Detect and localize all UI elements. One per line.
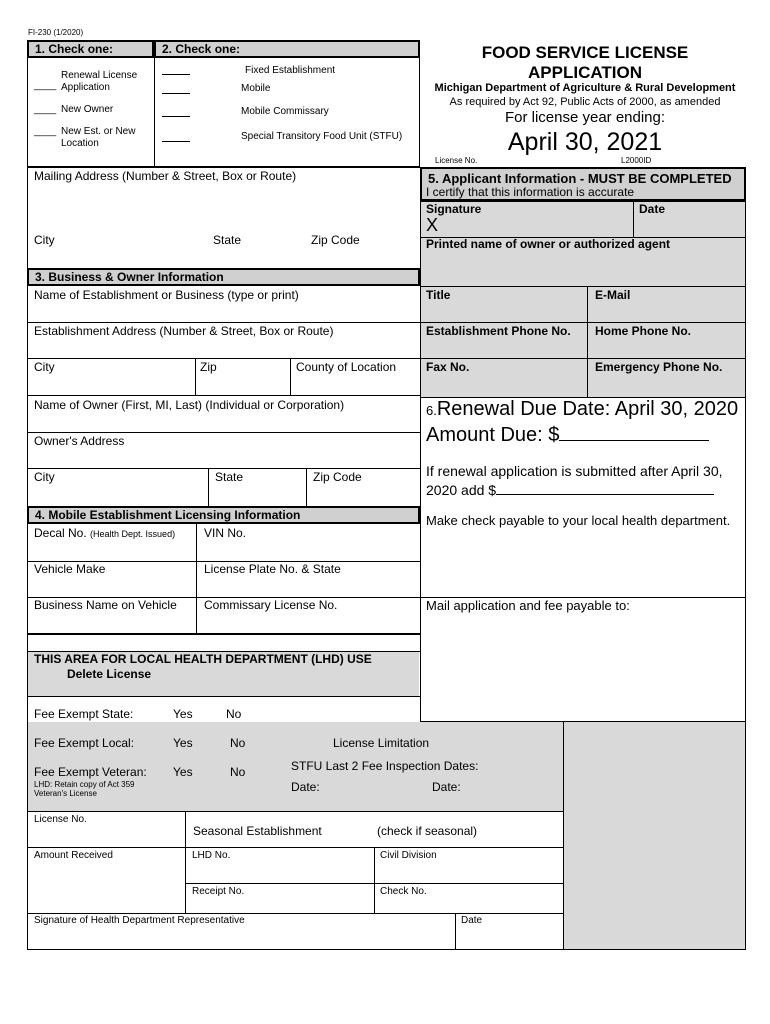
section-3-header: 3. Business & Owner Information	[27, 268, 420, 286]
section-2-header: 2. Check one:	[154, 40, 420, 58]
mailing-zip-label: Zip Code	[311, 233, 360, 247]
form-number: FI-230 (1/2020)	[28, 28, 84, 37]
certify-text: I certify that this information is accurate	[426, 185, 635, 199]
license-year-label: For license year ending:	[504, 109, 666, 126]
lhd-no-label: LHD No.	[192, 850, 231, 861]
delete-license-label[interactable]: Delete License	[67, 667, 152, 681]
owner-name-label: Name of Owner (First, MI, Last) (Individual or Corporation)	[34, 398, 345, 412]
option-new-location[interactable]: New Est. or New Location	[61, 126, 136, 149]
stfu-date-1: Date:	[291, 780, 320, 794]
establishment-address-label: Establishment Address (Number & Street, Box or Route)	[34, 324, 334, 338]
fax-label: Fax No.	[426, 360, 470, 374]
late-fee-text-line2[interactable]: 2020 add $	[426, 480, 714, 498]
veteran-note-line1: LHD: Retain copy of Act 359	[34, 780, 135, 789]
license-limitation-label: License Limitation	[333, 736, 430, 750]
mailing-city-label: City	[34, 233, 55, 247]
civil-division-label: Civil Division	[380, 850, 437, 861]
signature-label: Signature	[426, 202, 482, 216]
county-label: County of Location	[296, 360, 397, 374]
check-payable-text: Make check payable to your local health department.	[426, 513, 731, 528]
lhd-license-no-label: License No.	[34, 814, 87, 825]
business-name-vehicle-label: Business Name on Vehicle	[34, 598, 177, 612]
establishment-zip-label: Zip	[200, 360, 217, 374]
option-new-owner[interactable]: New Owner	[61, 104, 114, 115]
decal-no-label: Decal No. (Health Dept. Issued)	[34, 526, 176, 540]
section-4-header: 4. Mobile Establishment Licensing Information	[27, 506, 420, 524]
owner-zip-label: Zip Code	[313, 470, 362, 484]
license-plate-label: License Plate No. & State	[204, 562, 341, 576]
mail-application-text: Mail application and fee payable to:	[426, 598, 630, 613]
section-1-header: 1. Check one:	[27, 40, 154, 58]
fee-veteran-no[interactable]: No	[230, 765, 246, 779]
seasonal-establishment-label: Seasonal Establishment	[193, 824, 322, 838]
fee-exempt-local-label: Fee Exempt Local:	[34, 736, 135, 750]
fee-veteran-yes[interactable]: Yes	[173, 765, 193, 779]
option-fixed-establishment[interactable]: Fixed Establishment	[245, 65, 336, 76]
signature-x-mark[interactable]: X	[426, 215, 439, 235]
owner-state-label: State	[215, 470, 244, 484]
fee-exempt-veteran-label: Fee Exempt Veteran:	[34, 765, 147, 779]
emergency-phone-label: Emergency Phone No.	[595, 360, 723, 374]
license-year-value: April 30, 2021	[507, 128, 663, 156]
fee-local-yes[interactable]: Yes	[173, 736, 193, 750]
option-mobile-commissary[interactable]: Mobile Commissary	[241, 106, 329, 117]
form-title-line2: APPLICATION	[528, 63, 642, 82]
owner-city-label: City	[34, 470, 55, 484]
amount-received-label: Amount Received	[34, 850, 113, 861]
check-if-seasonal-label[interactable]: (check if seasonal)	[377, 824, 478, 838]
mailing-state-label: State	[213, 233, 242, 247]
department-name: Michigan Department of Agriculture & Rural Development	[434, 82, 736, 94]
amount-due[interactable]: Amount Due: $	[426, 422, 709, 447]
mailing-address-label: Mailing Address (Number & Street, Box or Route)	[34, 169, 297, 183]
owner-address-label: Owner's Address	[34, 434, 125, 448]
vin-label: VIN No.	[204, 526, 247, 540]
license-no-label: License No.	[435, 156, 478, 165]
stfu-date-2: Date:	[432, 780, 461, 794]
section-5-header: 5. Applicant Information - MUST BE COMPLETED	[420, 167, 746, 201]
vehicle-make-label: Vehicle Make	[34, 562, 106, 576]
printed-name-label: Printed name of owner or authorized agent	[426, 237, 671, 251]
establishment-city-label: City	[34, 360, 55, 374]
fee-local-no[interactable]: No	[230, 736, 246, 750]
fee-exempt-state-label: Fee Exempt State:	[34, 707, 134, 721]
late-fee-text-line1: If renewal application is submitted after April 30,	[426, 463, 723, 479]
option-mobile[interactable]: Mobile	[241, 83, 271, 94]
stfu-dates-label: STFU Last 2 Fee Inspection Dates:	[291, 759, 479, 773]
lhd-signature-label: Signature of Health Department Representative	[34, 915, 245, 926]
receipt-no-label: Receipt No.	[192, 886, 245, 897]
title-label: Title	[426, 288, 451, 302]
commissary-license-label: Commissary License No.	[204, 598, 338, 612]
option-stfu[interactable]: Special Transitory Food Unit (STFU)	[241, 131, 403, 142]
renewal-due-date: 6.Renewal Due Date: April 30, 2020	[426, 398, 739, 420]
establishment-phone-label: Establishment Phone No.	[426, 324, 571, 338]
lhd-area-header: THIS AREA FOR LOCAL HEALTH DEPARTMENT (LHD) USE	[34, 652, 372, 666]
home-phone-label: Home Phone No.	[595, 324, 692, 338]
fee-state-yes[interactable]: Yes	[173, 707, 193, 721]
veteran-note-line2: Veteran's License	[34, 789, 97, 798]
signature-date-label: Date	[639, 202, 666, 216]
new-owner-blank[interactable]: ____	[34, 104, 57, 115]
lhd-date-label: Date	[461, 915, 483, 926]
act-reference: As required by Act 92, Public Acts of 2000, as amended	[449, 96, 721, 108]
email-label: E-Mail	[595, 288, 631, 302]
check-no-label: Check No.	[380, 886, 427, 897]
mailing-address-field[interactable]	[28, 186, 419, 232]
renewal-blank[interactable]: ____	[34, 80, 57, 91]
establishment-name-label: Name of Establishment or Business (type or print)	[34, 288, 299, 302]
option-renewal-license[interactable]: Renewal License Application	[61, 70, 138, 93]
fee-state-no[interactable]: No	[226, 707, 242, 721]
new-location-blank[interactable]: ____	[34, 126, 57, 137]
form-title-line1: FOOD SERVICE LICENSE	[481, 43, 689, 62]
license-id: L2000ID	[621, 156, 652, 165]
